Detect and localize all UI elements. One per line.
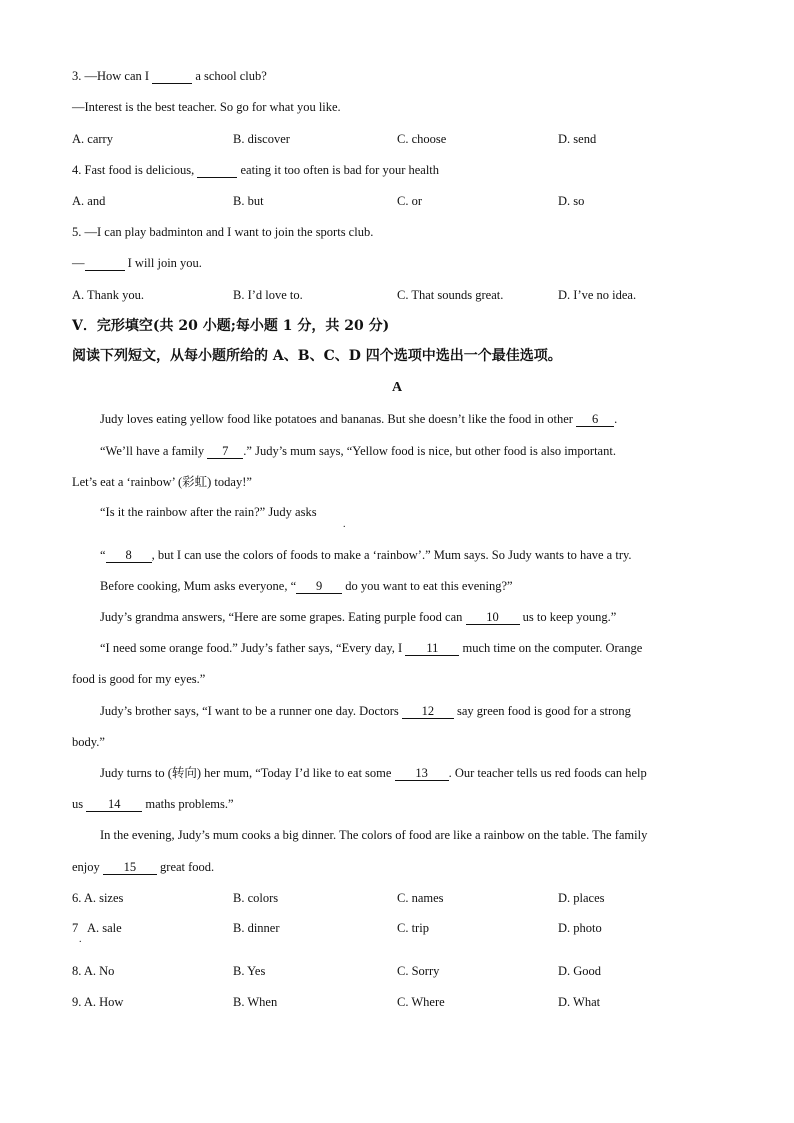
- question-5-line2: [72, 255, 202, 271]
- p9-text-b: . Our teacher tells us red foods can help: [448, 766, 647, 780]
- p9-text-d: maths problems.”: [145, 797, 234, 811]
- p8-text-b: say green food is good for a strong: [457, 704, 631, 718]
- blank-11: 11: [405, 641, 459, 656]
- blank-13: 13: [395, 766, 449, 781]
- q3-blank: [152, 69, 192, 84]
- q5-line2-before: —: [72, 256, 85, 270]
- passage-para-6: [100, 609, 616, 625]
- q4-option-b: B. but: [233, 194, 264, 208]
- p7-text-b: much time on the computer. Orange: [462, 641, 643, 655]
- q5-option-d: D. I’ve no idea.: [558, 288, 637, 302]
- blank-7: 7: [207, 444, 243, 459]
- q9-option-a: [72, 994, 123, 1010]
- passage-para-10: In the evening, Judy’s mum cooks a big dinner. The colors of food are like a rainbow on the table. The family: [100, 828, 648, 842]
- q8-option-b: B. Yes: [233, 964, 266, 978]
- p5-text-b: do you want to eat this evening?”: [345, 579, 513, 593]
- q4-prompt-after: eating it too often is bad for your health: [240, 163, 440, 177]
- passage-para-8-cont: body.”: [72, 735, 105, 749]
- q4-option-a: A. and: [72, 194, 106, 208]
- q3-prompt-after: a school club?: [195, 69, 267, 83]
- passage-para-2: [100, 443, 616, 459]
- q8-option-d: D. Good: [558, 964, 602, 978]
- p9-text-a: Judy turns to (转向) her mum, “Today I’d like to eat some: [100, 766, 392, 780]
- blank-15: 15: [103, 860, 157, 875]
- question-3-prompt: [72, 68, 267, 84]
- passage-label: A: [391, 380, 403, 395]
- passage-para-5: [100, 578, 513, 594]
- q7-option-d: D. photo: [558, 921, 602, 935]
- q6-number: 6.: [72, 891, 82, 905]
- passage-para-10-cont: [72, 859, 214, 875]
- blank-14: 14: [86, 797, 142, 812]
- q8-option-c: C. Sorry: [397, 964, 440, 978]
- passage-para-4: [100, 547, 632, 563]
- q5-option-c: C. That sounds great.: [397, 288, 504, 302]
- q3-option-b: B. discover: [233, 132, 290, 146]
- passage-para-9-cont: [72, 796, 234, 812]
- q6-option-a: [72, 890, 123, 906]
- q7-a-text: A. sale: [86, 921, 122, 935]
- q7-number: 7: [72, 921, 79, 935]
- q6-option-d: D. places: [558, 891, 605, 905]
- question-3-reply: —Interest is the best teacher. So go for what you like.: [72, 100, 341, 114]
- p1-text: Judy loves eating yellow food like potatoes and bananas. But she doesn’t like the food in other: [100, 412, 573, 426]
- q5-option-b: B. I’d love to.: [233, 288, 303, 302]
- question-4-prompt: [72, 162, 439, 178]
- q9-option-b: B. When: [233, 995, 278, 1009]
- q7-option-c: C. trip: [397, 921, 429, 935]
- question-5-line1: 5. —I can play badminton and I want to join the sports club.: [72, 225, 374, 239]
- q9-a-text: A. How: [83, 995, 124, 1009]
- q7-stray-dot: .: [79, 934, 82, 945]
- q4-option-d: D. so: [558, 194, 585, 208]
- blank-12: 12: [402, 704, 454, 719]
- q4-prompt-before: 4. Fast food is delicious,: [72, 163, 195, 177]
- p4-text: , but I can use the colors of foods to make a ‘rainbow’.” Mum says. So Judy wants to have a try.: [151, 548, 632, 562]
- q3-option-d: D. send: [558, 132, 597, 146]
- section-instruction: 阅读下列短文，从每小题所给的 A、B、C、D 四个选项中选出一个最佳选项。: [72, 348, 562, 364]
- q3-prompt-before: 3. —How can I: [72, 69, 150, 83]
- p2-text-a: “We’ll have a family: [100, 444, 205, 458]
- q3-option-a: A. carry: [72, 132, 113, 146]
- q5-blank: [85, 256, 125, 271]
- q6-option-c: C. names: [397, 891, 444, 905]
- passage-para-1: [100, 411, 617, 427]
- q8-a-text: A. No: [83, 964, 115, 978]
- q9-option-c: C. Where: [397, 995, 445, 1009]
- p6-text-a: Judy’s grandma answers, “Here are some grapes. Eating purple food can: [100, 610, 463, 624]
- p10-text-b: enjoy: [72, 860, 100, 874]
- passage-para-8: [100, 703, 631, 719]
- passage-para-2-cont: Let’s eat a ‘rainbow’ (彩虹) today!”: [72, 475, 252, 489]
- passage-para-7-cont: food is good for my eyes.”: [72, 672, 206, 686]
- p2-text-b: .” Judy’s mum says, “Yellow food is nice, but other food is also important.: [243, 444, 616, 458]
- p8-text-a: Judy’s brother says, “I want to be a runner one day. Doctors: [100, 704, 399, 718]
- q7-option-b: B. dinner: [233, 921, 280, 935]
- passage-para-9: [100, 765, 647, 781]
- p4-open-quote: “: [100, 548, 106, 562]
- q8-number: 8.: [72, 964, 82, 978]
- q3-option-c: C. choose: [397, 132, 447, 146]
- q5-option-a: A. Thank you.: [72, 288, 144, 302]
- q5-line2-after: I will join you.: [127, 256, 202, 270]
- stray-dot: .: [343, 519, 346, 530]
- p5-text-a: Before cooking, Mum asks everyone, “: [100, 579, 297, 593]
- q6-option-b: B. colors: [233, 891, 279, 905]
- q8-option-a: [72, 963, 114, 979]
- q9-option-d: D. What: [558, 995, 601, 1009]
- p1-end: .: [614, 412, 618, 426]
- blank-8: 8: [106, 548, 152, 563]
- p9-text-c: us: [72, 797, 84, 811]
- passage-para-3: “Is it the rainbow after the rain?” Judy asks: [100, 505, 317, 519]
- blank-9: 9: [296, 579, 342, 594]
- p7-text-a: “I need some orange food.” Judy’s father says, “Every day, I: [100, 641, 403, 655]
- section-heading: V．完形填空(共 20 小题;每小题 1 分，共 20 分): [72, 318, 390, 334]
- passage-para-7: [100, 640, 642, 656]
- blank-6: 6: [576, 412, 614, 427]
- q4-blank: [197, 163, 237, 178]
- q9-number: 9.: [72, 995, 82, 1009]
- p6-text-b: us to keep young.”: [522, 610, 617, 624]
- p10-text-c: great food.: [160, 860, 215, 874]
- q6-a-text: A. sizes: [83, 891, 124, 905]
- q4-option-c: C. or: [397, 194, 422, 208]
- blank-10: 10: [466, 610, 520, 625]
